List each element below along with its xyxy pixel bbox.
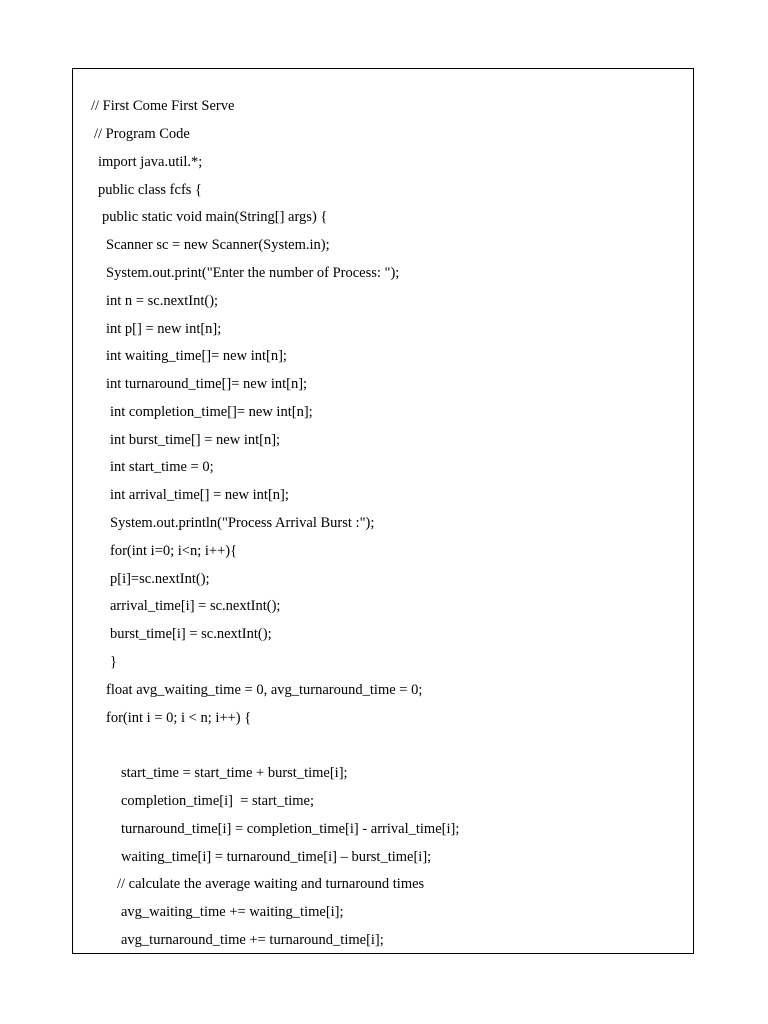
code-line: }	[110, 654, 117, 670]
code-line: p[i]=sc.nextInt();	[110, 571, 210, 587]
code-line: int turnaround_time[]= new int[n];	[106, 376, 308, 392]
code-line: int start_time = 0;	[110, 459, 214, 475]
code-line: avg_waiting_time += waiting_time[i];	[121, 904, 344, 920]
code-line: avg_turnaround_time += turnaround_time[i];	[121, 932, 384, 948]
code-line: public class fcfs {	[98, 182, 202, 198]
code-line: int waiting_time[]= new int[n];	[106, 348, 287, 364]
code-line: System.out.print("Enter the number of Process: ");	[106, 265, 400, 281]
code-line: int arrival_time[] = new int[n];	[110, 487, 289, 503]
code-line: for(int i=0; i<n; i++){	[110, 543, 238, 559]
code-line: Scanner sc = new Scanner(System.in);	[106, 237, 330, 253]
code-line: int n = sc.nextInt();	[106, 293, 219, 309]
code-line: for(int i = 0; i < n; i++) {	[106, 710, 252, 726]
code-line: // First Come First Serve	[91, 98, 235, 114]
code-line: // Program Code	[94, 126, 190, 142]
code-line: arrival_time[i] = sc.nextInt();	[110, 598, 281, 614]
code-line: public static void main(String[] args) {	[102, 209, 328, 225]
code-line: import java.util.*;	[98, 154, 203, 170]
code-line: System.out.println("Process Arrival Burst :");	[110, 515, 375, 531]
code-line: start_time = start_time + burst_time[i];	[121, 765, 348, 781]
code-line: waiting_time[i] = turnaround_time[i] – burst_time[i];	[121, 849, 432, 865]
code-line: // calculate the average waiting and turnaround times	[117, 876, 425, 892]
code-line: float avg_waiting_time = 0, avg_turnaround_time = 0;	[106, 682, 423, 698]
code-line: int completion_time[]= new int[n];	[110, 404, 313, 420]
code-line: int burst_time[] = new int[n];	[110, 432, 281, 448]
code-line: int p[] = new int[n];	[106, 321, 222, 337]
code-line: burst_time[i] = sc.nextInt();	[110, 626, 272, 642]
code-line: turnaround_time[i] = completion_time[i] - arrival_time[i];	[121, 821, 460, 837]
code-line: completion_time[i] = start_time;	[121, 793, 315, 809]
